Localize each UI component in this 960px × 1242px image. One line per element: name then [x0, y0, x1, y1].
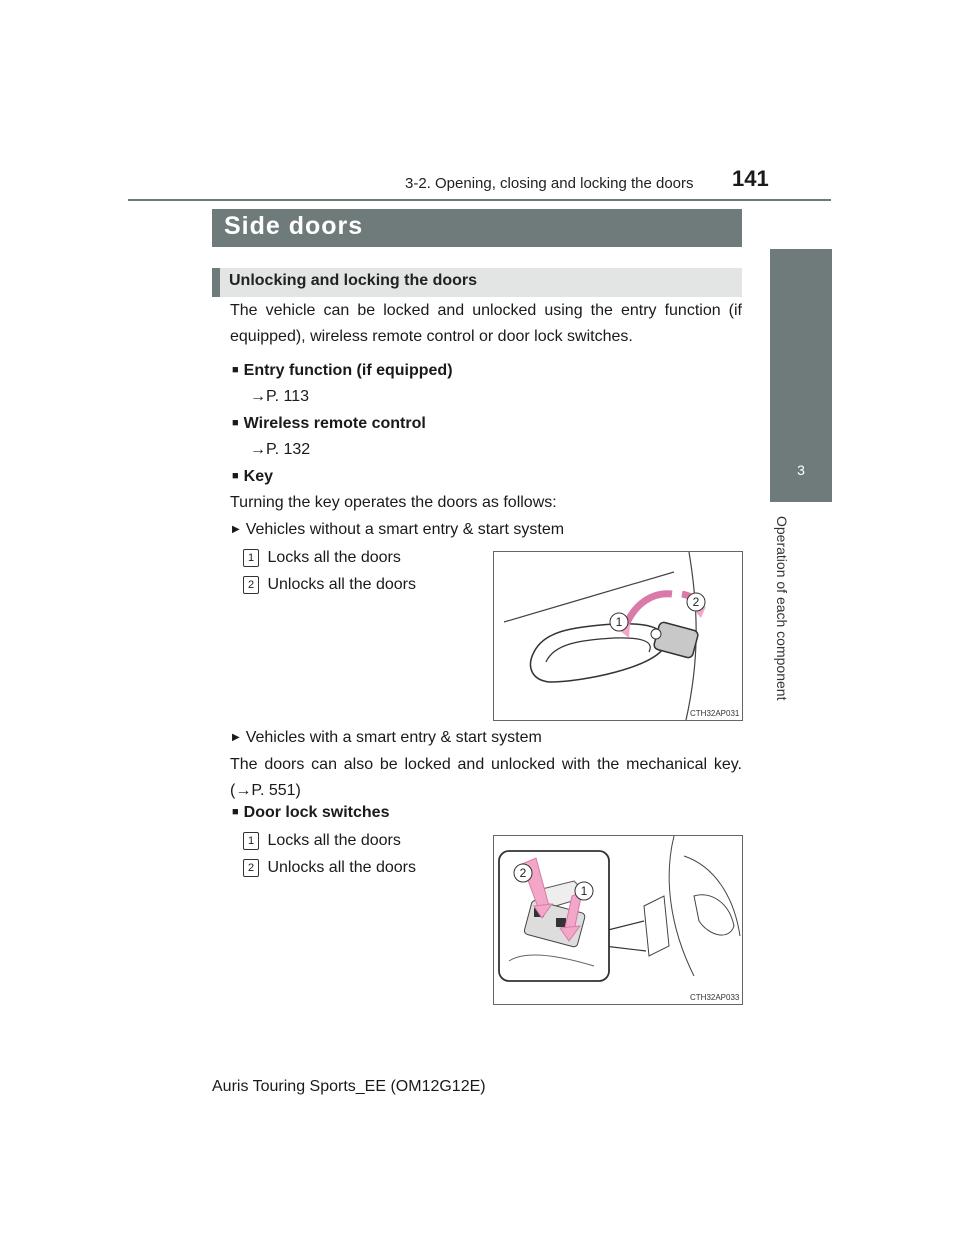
- item-no-smart-label: Vehicles without a smart entry & start system: [245, 521, 565, 538]
- square-bullet-icon: ■: [232, 806, 239, 818]
- item-entry-label: Entry function (if equipped): [243, 362, 453, 379]
- figure-code: CTH32AP033: [690, 993, 740, 1002]
- step-text: Locks all the doors: [267, 549, 401, 567]
- subsection-title: Unlocking and locking the doors: [229, 272, 478, 289]
- page-number: 141: [732, 166, 769, 191]
- header-section-title: 3-2. Opening, closing and locking the doors: [405, 175, 694, 192]
- callout-1: 1: [615, 615, 623, 629]
- step-number: 2: [243, 576, 259, 594]
- key-step-2: [243, 576, 416, 594]
- square-bullet-icon: ■: [232, 417, 239, 429]
- triangle-bullet-icon: ▶: [232, 524, 240, 535]
- square-bullet-icon: ■: [232, 470, 239, 482]
- switch-figure: [493, 835, 743, 1005]
- square-bullet-icon: ■: [232, 364, 239, 376]
- item-remote: [232, 415, 426, 433]
- item-remote-ref[interactable]: →P. 132: [250, 441, 311, 458]
- page-title: Side doors: [224, 212, 364, 240]
- step-number: 1: [243, 832, 259, 850]
- footer-model: Auris Touring Sports_EE (OM12G12E): [212, 1078, 486, 1095]
- callout-2: 2: [519, 866, 527, 880]
- callout-1: 1: [580, 884, 588, 898]
- item-key-desc: Turning the key operates the doors as follows:: [230, 494, 557, 511]
- item-switches-label: Door lock switches: [243, 804, 390, 821]
- step-number: 2: [243, 859, 259, 877]
- figure-code: CTH32AP031: [690, 709, 740, 718]
- key-figure: [493, 551, 743, 721]
- item-entry: [232, 362, 453, 380]
- step-text: Unlocks all the doors: [267, 576, 416, 594]
- step-text: Locks all the doors: [267, 832, 401, 850]
- item-smart: [232, 729, 542, 747]
- header-rule: [128, 199, 831, 201]
- item-key-label: Key: [243, 468, 274, 485]
- item-remote-label: Wireless remote control: [243, 415, 426, 432]
- chapter-title: Operation of each component: [774, 516, 790, 701]
- door-switch-illustration: [494, 836, 742, 1004]
- item-entry-ref[interactable]: →P. 113: [250, 388, 310, 405]
- step-text: Unlocks all the doors: [267, 859, 416, 877]
- item-no-smart: [232, 521, 564, 539]
- callout-2: 2: [692, 595, 700, 609]
- item-switches: [232, 804, 389, 822]
- intro-paragraph: The vehicle can be locked and unlocked using the entry function (if equipped), wireless remote control or door lock switches.: [230, 302, 742, 345]
- item-smart-desc: The doors can also be locked and unlocked with the mechanical key. (→P. 551): [230, 756, 742, 799]
- key-step-1: [243, 549, 401, 567]
- key-door-illustration: [494, 552, 742, 720]
- step-number: 1: [243, 549, 259, 567]
- chapter-number: 3: [797, 462, 805, 478]
- item-key: [232, 468, 273, 486]
- subsection-accent: [212, 268, 220, 297]
- switch-step-2: [243, 859, 416, 877]
- triangle-bullet-icon: ▶: [232, 732, 240, 743]
- switch-step-1: [243, 832, 401, 850]
- item-smart-label: Vehicles with a smart entry & start system: [245, 729, 542, 746]
